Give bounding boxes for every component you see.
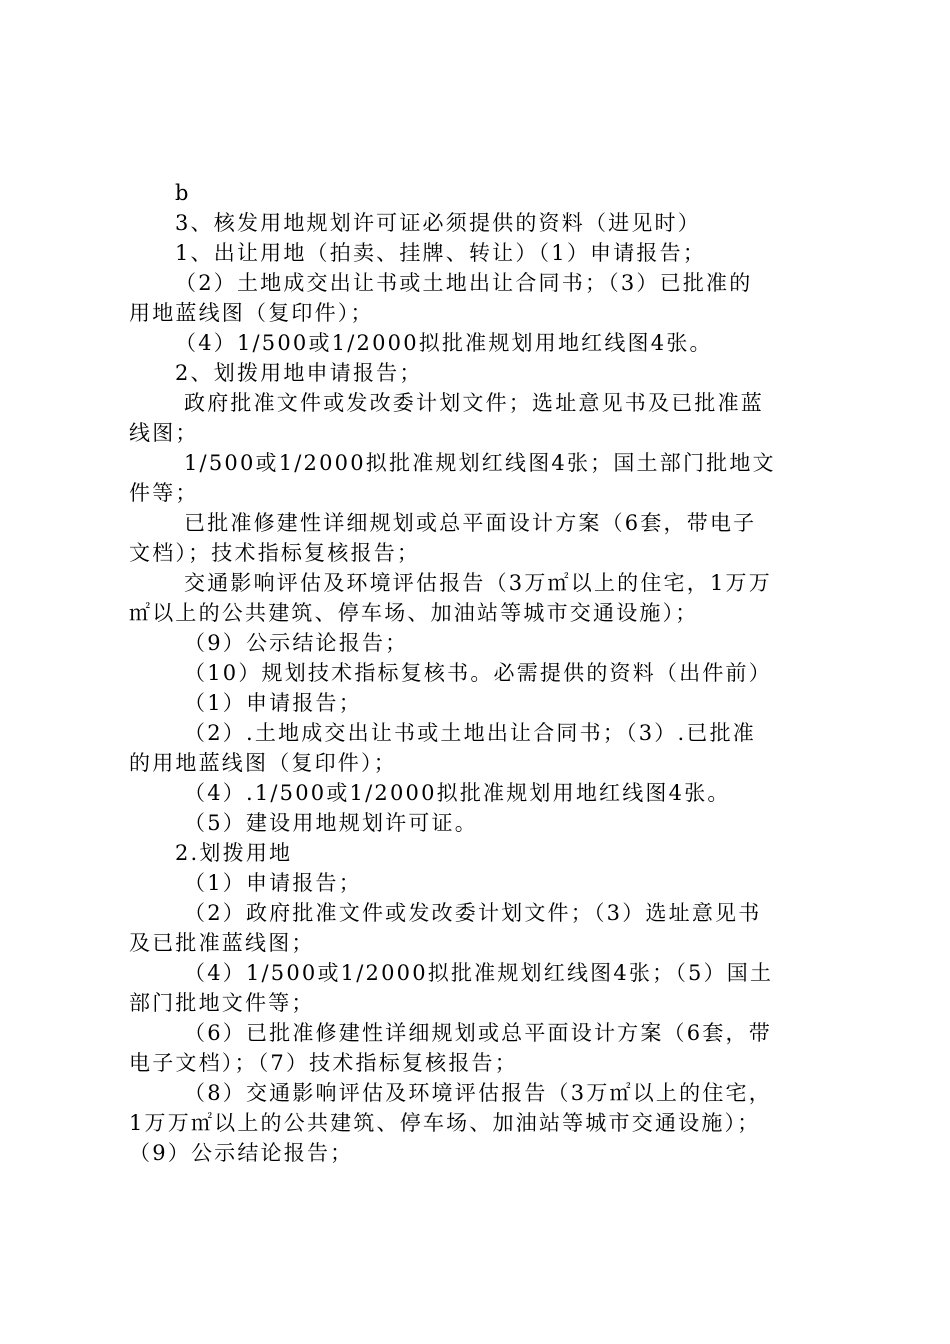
text-line: b (175, 181, 191, 205)
text-line: （9）公示结论报告； (184, 631, 409, 655)
text-line: 1万万㎡以上的公共建筑、停车场、加油站等城市交通设施）； (129, 1111, 761, 1135)
text-line: 交通影响评估及环境评估报告（3万㎡以上的住宅，1万万 (184, 571, 772, 595)
text-line: （1）申请报告； (184, 691, 362, 715)
text-line: （4）1/500或1/2000拟批准规划红线图4张；（5）国土 (184, 961, 774, 985)
text-line: 2.划拨用地 (175, 841, 293, 865)
text-line: （2）.土地成交出让书或土地出让合同书；（3）.已批准 (184, 721, 756, 745)
text-line: （6）已批准修建性详细规划或总平面设计方案（6套，带 (184, 1021, 772, 1045)
text-line: 件等； (129, 481, 199, 505)
text-line: 部门批地文件等； (129, 991, 315, 1015)
text-line: 及已批准蓝线图； (129, 931, 315, 955)
text-line: 的用地蓝线图（复印件）； (129, 751, 397, 775)
text-line: （10）规划技术指标复核书。必需提供的资料（出件前） (184, 661, 772, 685)
text-line: 已批准修建性详细规划或总平面设计方案（6套，带电子 (184, 511, 757, 535)
text-line: ㎡以上的公共建筑、停车场、加油站等城市交通设施）； (129, 601, 699, 625)
text-line: 电子文档）；（7）技术指标复核报告； (129, 1051, 518, 1075)
text-line: （2）土地成交出让书或土地出让合同书；（3）已批准的 (175, 271, 753, 295)
text-line: 政府批准文件或发改委计划文件；选址意见书及已批准蓝 (184, 391, 764, 415)
text-line: （4）1/500或1/2000拟批准规划用地红线图4张。 (175, 331, 713, 355)
text-line: （5）建设用地规划许可证。 (184, 811, 478, 835)
text-line: （1）申请报告； (184, 871, 362, 895)
text-line: 2、划拨用地申请报告； (175, 361, 423, 385)
text-line: （4）.1/500或1/2000拟批准规划用地红线图4张。 (184, 781, 731, 805)
text-line: 1、出让用地（拍卖、挂牌、转让）（1）申请报告； (175, 241, 707, 265)
text-line: 3、核发用地规划许可证必须提供的资料（进见时） (175, 211, 701, 235)
text-line: 1/500或1/2000拟批准规划红线图4张；国土部门批地文 (184, 451, 776, 475)
document-body (129, 178, 834, 1168)
text-line: （9）公示结论报告； (129, 1141, 354, 1165)
text-line: （2）政府批准文件或发改委计划文件；（3）选址意见书 (184, 901, 762, 925)
text-line: 文档）；技术指标复核报告； (129, 541, 421, 565)
text-line: 线图； (129, 421, 199, 445)
text-line: （8）交通影响评估及环境评估报告（3万㎡以上的住宅， (184, 1081, 772, 1105)
text-line: 用地蓝线图（复印件）； (129, 301, 374, 325)
